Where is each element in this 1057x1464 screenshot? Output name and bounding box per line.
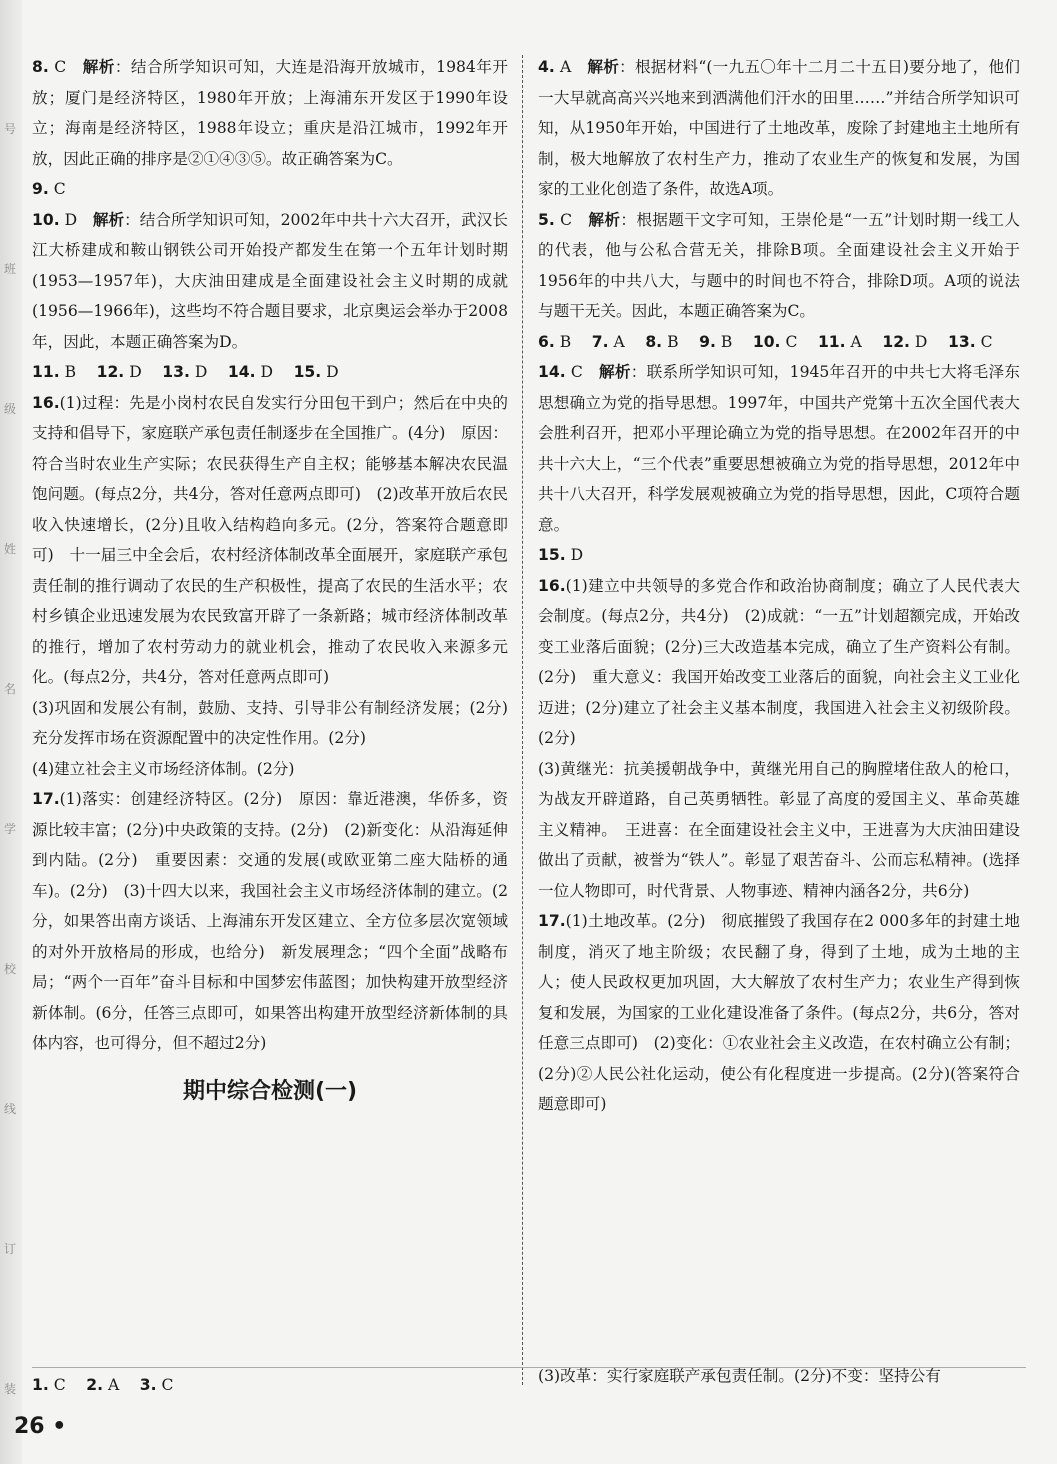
gutter-char: 学 [3,822,16,836]
answer-q11-15: 11. B 12. D 13. D 14. D 15. D [32,363,339,381]
answer-q9: 9. C [32,180,66,198]
answer-q6-13: 6. B 7. A 8. B 9. B 10. C 11. A 12. D 13. C [538,332,993,351]
answer-q16-3: (3)巩固和发展公有制，鼓励、支持、引导非公有制经济发展；(2分)充分发挥市场在资源配置中的决定性作用。(2分) [32,698,508,747]
answer-q1-3: 1. C 2. A 3. C [32,1376,174,1394]
answer-q16-4: (4)建立社会主义市场经济体制。(2分) [32,759,295,778]
gutter-char: 装 [3,1382,16,1396]
answer-q17-3: (3)改革：实行家庭联产承包责任制。(2分)不变：坚持公有 [538,1367,941,1385]
gutter-char: 级 [3,402,16,416]
answer-q5: 5. C 解析：根据题干文字可知，王崇伦是“一五”计划时期一线工人的代表，他与公私合营无关，排除B项。全面建设社会主义开始于1956年的中共八大，与题中的时间也不符合，排除D项。A项的说法与题干无关。因此，本题正确答案为C。 [538,209,1020,320]
gutter-char: 订 [3,1242,16,1256]
page-number: 26 • [14,1414,67,1439]
gutter-char: 号 [3,122,16,136]
gutter-char: 班 [3,262,16,276]
answer-q17: 17.(1)土地改革。(2分) 彻底摧毁了我国存在2 000多年的封建土地制度，消灭了地主阶级；农民翻了身，得到了土地，成为土地的主人；使人民政权更加巩固，大大解放了农村生产力；农业生产得到恢复和发展，为国家的工业化建设准备了条件。(每点2分，共6分，答对任意三点即可) (2)变化：①农业社会主义改造，在农村确立公有制；(2分)②人民公社化运动，使公有化程度进一步提高。(2分)(答案符合题意即可) [538,912,1020,1113]
left-column [32,52,508,1117]
right-column [538,52,1020,1120]
answer-q10: 10. D 解析：结合所学知识可知，2002年中共十六大召开，武汉长江大桥建成和鞍山钢铁公司开始投产都发生在第一个五年计划时期(1953—1957年)，大庆油田建成是全面建设社会主义时期的成就(1956—1966年)，这些均不符合题目要求，北京奥运会举办于2008年，因此，本题正确答案为D。 [32,209,508,351]
answer-q14: 14. C 解析：联系所学知识可知，1945年召开的中共七大将毛泽东思想确立为党的指导思想。1997年，中国共产党第十五次全国代表大会胜利召开，把邓小平理论确立为党的指导思想。在2002年召开的中共十六大上，“三个代表”重要思想被确立为党的指导思想，2012年中共十八大召开，科学发展观被确立为党的指导思想，因此，C项符合题意。 [538,362,1020,534]
answer-q16-3: (3)黄继光：抗美援朝战争中，黄继光用自己的胸膛堵住敌人的枪口，为战友开辟道路，自己英勇牺牲。彰显了高度的爱国主义、革命英雄主义精神。 王进喜：在全面建设社会主义中，王进喜为大庆油田建设做出了贡献，被誉为“铁人”。彰显了艰苦奋斗、公而忘私精神。(选择一位人物即可，时代背景、人物事迹、精神内涵各2分，共6分) [538,759,1020,900]
gutter-char: 名 [3,682,16,696]
answer-q16: 16.(1)建立中共领导的多党合作和政治协商制度；确立了人民代表大会制度。(每点2分，共4分) (2)成就：“一五”计划超额完成，开始改变工业落后面貌；(2分)三大改造基本完成，确立了生产资料公有制。(2分) 重大意义：我国开始改变工业落后的面貌，向社会主义工业化迈进；(2分)建立了社会主义基本制度，我国进入社会主义初级阶段。(2分) [538,576,1020,747]
answer-q16: 16.(1)过程：先是小岗村农民自发实行分田包干到户；然后在中央的支持和倡导下，家庭联产承包责任制逐步在全国推广。(4分) 原因：符合当时农业生产实际；农民获得生产自主权；能够基本解决农民温饱问题。(每点2分，共4分，答对任意两点即可) (2)改革开放后农民收入快速增长，(2分)且收入结构趋向多元。(2分，答案符合题意即可) 十一届三中全会后，农村经济体制改革全面展开，家庭联产承包责任制的推行调动了农民的生产积极性，提高了农民的生活水平；农村乡镇企业迅速发展为农民致富开辟了一条新路；城市经济体制改革的推行，增加了农村劳动力的就业机会，推动了农民收入来源多元化。(每点2分，共4分，答对任意两点即可) [32,393,508,686]
gutter-char: 校 [3,962,16,976]
answer-q15: 15. D [538,546,584,564]
answer-q17: 17.(1)落实：创建经济特区。(2分) 原因：靠近港澳，华侨多，资源比较丰富；(2分)中央政策的支持。(2分) (2)新变化：从沿海延伸到内陆。(2分) 重要因素：交通的发展(或欧亚第二座大陆桥的通车)。(2分) (3)十四大以来，我国社会主义市场经济体制的建立。(2分，如果答出南方谈话、上海浦东开发区建立、全方位多层次宽领域的对外开放格局的形成，也给分) 新发展理念；“四个全面”战略布局；“两个一百年”奋斗目标和中国梦宏伟蓝图；加快构建开放型经济新体制。(6分，任答三点即可，如果答出构建开放型经济新体制的具体内容，也可得分，但不超过2分) [32,790,508,1052]
answer-q4: 4. A 解析：根据材料“(一九五〇年十二月二十五日)要分地了，他们一大早就高高兴兴地来到洒满他们汗水的田里……”并结合所学知识可知，从1950年开始，中国进行了土地改革，废除了封建地主土地所有制，极大地解放了农村生产力，推动了农业生产的恢复和发展，为国家的工业化创造了条件，故选A项。 [538,57,1020,198]
gutter-char: 姓 [3,542,16,556]
answer-q8: 8. C 解析：结合所学知识可知，大连是沿海开放城市，1984年开放；厦门是经济特区，1980年开放；上海浦东开发区于1990年设立；海南是经济特区，1988年设立；重庆是沿江城市，1992年开放，因此正确的排序是②①④③⑤。故正确答案为C。 [32,57,508,168]
section-title: 期中综合检测(一) [182,1078,358,1104]
binding-gutter [0,0,22,1464]
column-divider [522,55,523,1385]
gutter-char: 线 [3,1102,16,1116]
